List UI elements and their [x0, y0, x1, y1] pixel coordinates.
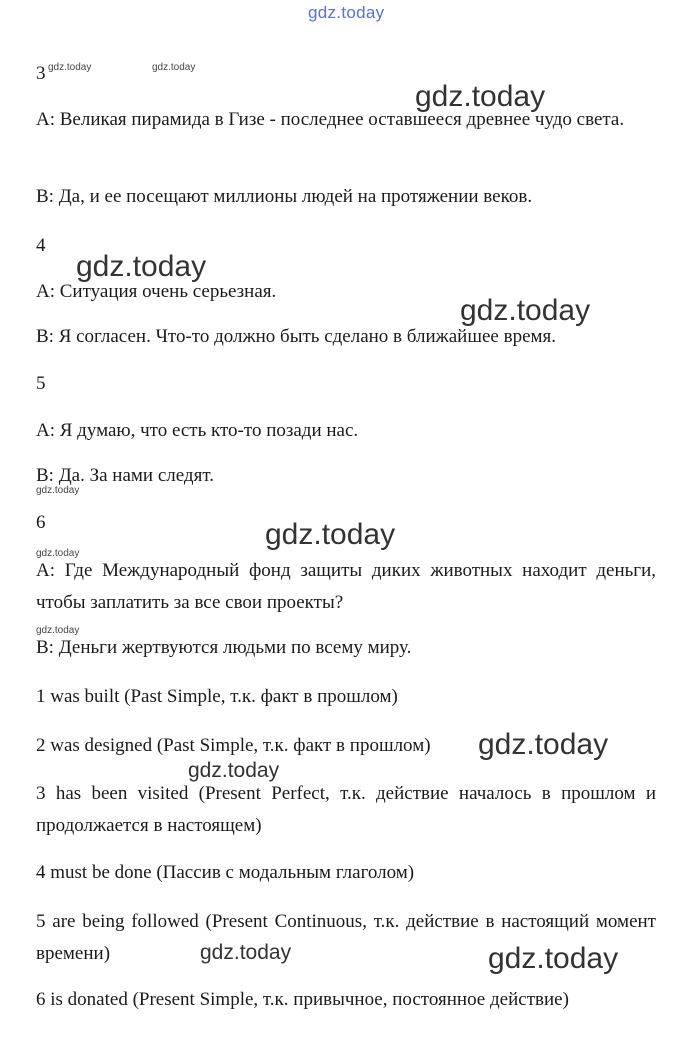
answer-item: 5 are being followed (Present Continuous, т.к. действие в настоящий момент времени) [36, 911, 656, 964]
dialogue-line-a: A: Где Международный фонд защиты диких животных находит деньги, чтобы заплатить за все свои проекты? [36, 560, 656, 613]
answer-item: 3 has been visited (Present Perfect, т.к. действие началось в прошлом и продолжается в настоящем) [36, 783, 656, 836]
watermark-small: gdz.today [36, 548, 80, 559]
watermark-large: gdz.today [265, 518, 396, 551]
watermark-large: gdz.today [478, 728, 609, 761]
answer-item: 2 was designed (Past Simple, т.к. факт в прошлом) [36, 735, 431, 756]
answer-item: 6 is donated (Present Simple, т.к. привычное, постоянное действие) [36, 989, 569, 1010]
watermark-small: gdz.today [48, 62, 92, 73]
dialogue-line-a: A: Великая пирамида в Гизе - последнее оставшееся древнее чудо света. [36, 109, 625, 130]
watermark-medium: gdz.today [200, 941, 292, 964]
watermark-large: gdz.today [76, 250, 207, 283]
dialogue-line-b: B: Деньги жертвуются людьми по всему миру. [36, 637, 412, 658]
watermark-small: gdz.today [36, 625, 80, 636]
watermark-large: gdz.today [488, 942, 619, 975]
answer-item: 4 must be done (Пассив с модальным глаголом) [36, 862, 415, 883]
dialogue-line-b: B: Да, и ее посещают миллионы людей на протяжении веков. [36, 186, 533, 207]
watermark-large: gdz.today [460, 294, 591, 327]
section-number: 5 [36, 373, 46, 394]
section-number: 3 [36, 63, 46, 84]
dialogue-line-a: A: Ситуация очень серьезная. [36, 281, 277, 302]
watermark-medium: gdz.today [188, 759, 280, 782]
dialogue-line-b: B: Да. За нами следят. [36, 465, 214, 486]
dialogue-line-a: A: Я думаю, что есть кто-то позади нас. [36, 420, 359, 441]
answer-item: 1 was built (Past Simple, т.к. факт в прошлом) [36, 686, 398, 707]
section-number: 4 [36, 235, 46, 256]
header-watermark: gdz.today [308, 3, 385, 22]
section-number: 6 [36, 512, 46, 533]
dialogue-line-b: B: Я согласен. Что-то должно быть сделано в ближайшее время. [36, 326, 557, 347]
watermark-large: gdz.today [415, 80, 546, 113]
watermark-small: gdz.today [36, 485, 80, 496]
watermark-small: gdz.today [152, 62, 196, 73]
